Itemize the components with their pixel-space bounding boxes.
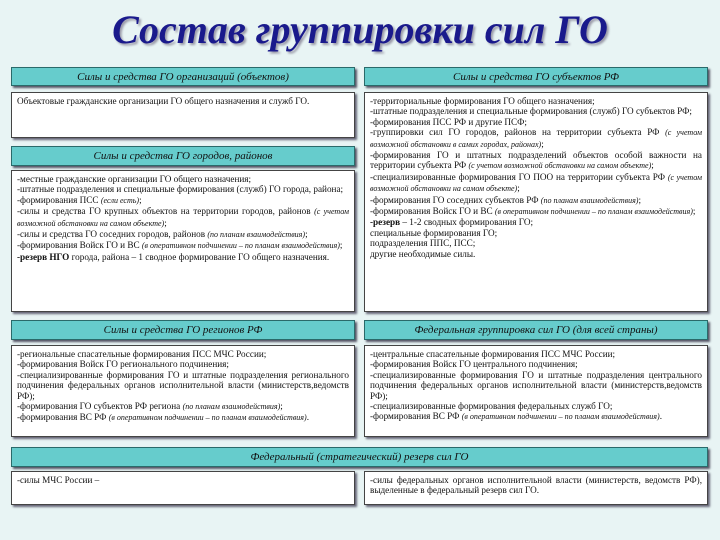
org-line: Объектовые гражданские организации ГО общего назначения и служб ГО. [17, 96, 310, 106]
reserve-right-line: -силы федеральных органов исполнительной власти (министерств, ведомств РФ), выделенные в федеральный резерв сил ГО. [370, 475, 702, 496]
region-box [11, 345, 355, 437]
subject-line-2: -штатные подразделения и специальные формирования (служб) ГО субъектов РФ; [370, 106, 692, 117]
city-line-3: -формирования ПСС (если есть); [17, 194, 142, 205]
reserve-header: Федеральный (стратегический) резерв сил ГО [11, 447, 708, 467]
org-header: Силы и средства ГО организаций (объектов) [11, 67, 355, 86]
region-line-4: -формирования ГО субъектов РФ региона (по планам взаимодействия); [17, 401, 283, 412]
subject-line-9: -резерв – 1-2 сводных формирования ГО; [370, 217, 534, 228]
reserve-left-box [11, 471, 355, 505]
city-line-7: -резерв НГО города, района – 1 сводное формирование ГО общего назначения. [17, 251, 330, 262]
subject-box [364, 92, 708, 312]
subject-line-6: -специализированные формирования ГО ПОО на территории субъекта РФ (с учетом возможной обстановки на самом объекте); [370, 171, 703, 194]
subject-line-11: подразделения ППС, ПСС; [370, 238, 476, 249]
federal-line-3: -специализированные формирования ГО и штатные подразделения центрального подчинения федеральных органов исполнительной власти (министерств,ведомств РФ); [370, 369, 702, 401]
city-line-1: -местные гражданские организации ГО общего назначения; [17, 174, 252, 184]
subject-header: Силы и средства ГО субъектов РФ [364, 67, 708, 86]
federal-line-5: -формирования ВС РФ (в оперативном подчинении – по планам взаимодействия). [370, 411, 662, 422]
city-line-5: -силы и средства ГО соседних городов, районов (по планам взаимодействия); [17, 229, 308, 240]
region-header: Силы и средства ГО регионов РФ [11, 320, 355, 340]
city-line-2: -штатные подразделения и специальные формирования (служб) ГО города, района; [17, 184, 344, 195]
subject-line-12: другие необходимые силы. [370, 248, 476, 259]
city-line-6: -формирования Войск ГО и ВС (в оперативном подчинении – по планам взаимодействия); [17, 240, 343, 251]
subject-line-4: -группировки сил ГО городов, районов на территории субъекта РФ (с учетом возможной обстановки в самих городах, районах); [370, 127, 703, 149]
reserve-left-line: -силы МЧС России – [17, 475, 100, 485]
city-line-4: -силы и средства ГО крупных объектов на территории городов, районов (с учетом возможной обстановки на самом объекте); [17, 206, 350, 228]
city-header: Силы и средства ГО городов, районов [11, 146, 355, 166]
reserve-right-box [364, 471, 708, 505]
region-line-3: -специализированные формирования ГО и штатные подразделения регионального подчинения федеральных органов исполнительной власти (министерств,ведомств РФ); [17, 369, 349, 401]
region-line-1: -региональные спасательные формирования ПСС МЧС России; [17, 349, 267, 359]
federal-line-4: -специализированные формирования федеральных служб ГО; [370, 401, 613, 412]
federal-header: Федеральная группировка сил ГО (для всей страны) [364, 320, 708, 340]
region-line-2: -формирования Войск ГО регионального подчинения; [17, 359, 229, 370]
federal-line-1: -центральные спасательные формирования ПСС МЧС России; [370, 349, 616, 359]
region-line-5: -формирования ВС РФ (в оперативном подчинении – по планам взаимодействия). [17, 412, 309, 423]
subject-line-1: -территориальные формирования ГО общего назначения; [370, 96, 595, 106]
subject-line-7: -формирования ГО соседних субъектов РФ (по планам взаимодействия); [370, 194, 642, 205]
page-title: Состав группировки сил ГО [112, 7, 608, 52]
org-box [11, 92, 355, 138]
subject-line-8: -формирования Войск ГО и ВС (в оперативном подчинении – по планам взаимодействия); [370, 206, 696, 217]
subject-line-5: -формирования ГО и штатных подразделений объектов особой важности на территории субъекта РФ (с учетом возможной обстановки на самом объекте); [370, 150, 702, 171]
subject-line-10: специальные формирования ГО; [370, 227, 498, 238]
federal-box [364, 345, 708, 437]
city-box [11, 170, 355, 312]
subject-line-3: -формирования ПСС РФ и другие ПСФ; [370, 116, 527, 127]
federal-line-2: -формирования Войск ГО центрального подчинения; [370, 359, 578, 370]
